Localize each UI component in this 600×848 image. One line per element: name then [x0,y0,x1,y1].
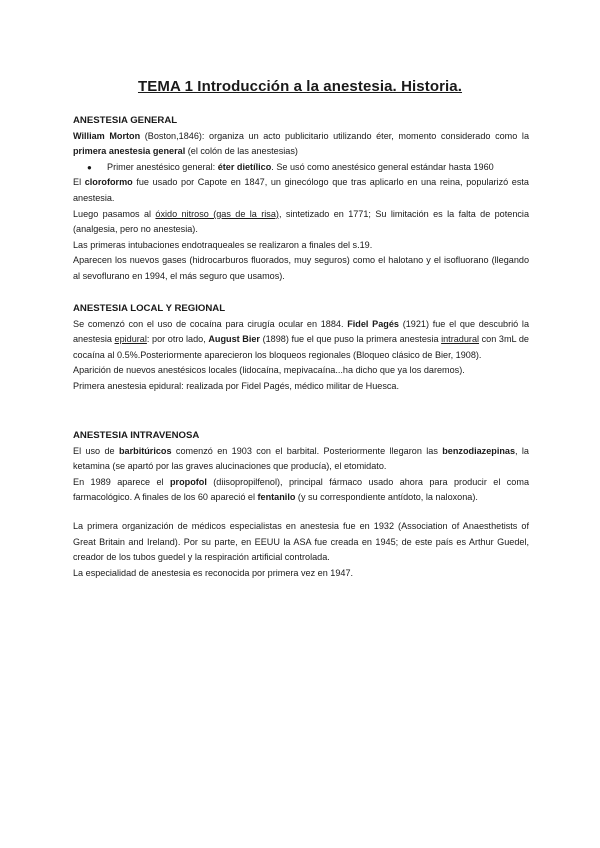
bold-text: August Bier [208,334,260,345]
bold-text: éter dietílico [217,161,272,172]
paragraph-cocaina [73,317,529,364]
bold-text: primera anestesia general [73,146,186,157]
bold-text: propofol [169,476,207,487]
paragraph-organizacion: La primera organización de médicos especialistas en anestesia fue en 1932 (Association of Anaesthetists of Great Britain and Ireland). Por su parte, en EEUU la ASA fue creada en 1945; de este país es Arthur Guedel, creador de los tubos guedel y la respiración artificial controlada. [73,521,529,563]
bold-text: Fidel Pagés [347,318,399,329]
text-span: , sintetizado en 1771; Su limitación es la falta de potencia (analgesia, pero no anestesia). [73,208,530,235]
text-span: El [73,177,85,188]
bullet-item-eter [73,160,529,176]
text-span: fue usado por Capote en 1847, un ginecólogo que tras aplicarlo en una reina, popularizó esta anestesia. [73,177,529,203]
underlined-text: intradural [441,334,480,345]
section-heading: ANESTESIA LOCAL Y REGIONAL [73,303,226,314]
text-span: Primer anestésico general: [107,161,218,172]
paragraph-propofol [73,475,529,506]
bold-text: benzodiazepinas [442,445,516,456]
bold-text: cloroformo [84,177,133,188]
text-span: (Boston,1846): organiza un acto publicitario utilizando éter, momento considerado como la [140,130,530,141]
section-anestesia-intravenosa [73,428,529,506]
paragraph-epidural: Primera anestesia epidural: realizada por Fidel Pagés, médico militar de Huesca. [73,380,400,391]
document-title: TEMA 1 Introducción a la anestesia. Historia. [137,78,463,95]
paragraph-oxido-nitroso [73,207,529,238]
section-heading: ANESTESIA INTRAVENOSA [73,430,200,441]
text-span: Luego pasamos al [73,208,156,219]
text-span: (1921) fue el que descubrió la anestesia [73,318,529,345]
paragraph-especialidad: La especialidad de anestesia es reconocida por primera vez en 1947. [73,567,354,578]
text-span: comenzó en 1903 con el barbital. Posteriormente llegaron las [171,445,443,456]
underlined-text: óxido nitroso (gas de la risa) [155,208,279,219]
underlined-text: epidural [114,334,147,345]
paragraph-morton [73,129,529,160]
bullet-text [107,160,494,176]
paragraph-gases: Aparecen los nuevos gases (hidrocarburos fluorados, muy seguros) como el halotano y el isofluorano (llegando al sevoflurano en 1994, el más seguro que usamos). [73,255,529,281]
section-closing [73,519,529,581]
paragraph-intubaciones: Las primeras intubaciones endotraqueales se realizaron a finales del s.19. [73,239,373,250]
section-heading: ANESTESIA GENERAL [73,115,178,126]
text-span: (1898) fue el que puso la primera anestesia [259,334,442,345]
bold-text: fentanilo [257,492,296,503]
paragraph-barbituricos [73,444,529,475]
text-span: : por otro lado, [146,334,209,345]
section-anestesia-general [73,113,529,285]
text-span: . Se usó como anestésico general estándar hasta 1960 [271,161,494,172]
text-span: (el colón de las anestesias) [185,146,298,157]
paragraph-cloroformo [73,175,529,206]
text-span: (y su correspondiente antídoto, la naloxona). [295,492,478,503]
text-span: En 1989 aparece el [73,476,170,487]
bold-text: barbitúricos [118,445,172,456]
text-span: con 3mL de cocaína al 0.5%.Posteriormente aparecieron los bloqueos regionales (Bloqueo clásico de Bier, 1908). [73,334,529,360]
section-anestesia-local [73,301,529,395]
bullet-icon: ● [87,162,92,172]
text-span: , la ketamina (se apartó por las graves alucinaciones que producía), el etomidato. [73,445,529,472]
paragraph-anestesicos-locales: Aparición de nuevos anestésicos locales (lidocaína, mepivacaína...ha dicho que ya los daremos). [73,365,465,376]
bold-text: William Morton [73,130,141,141]
text-span: (diisopropilfenol), principal fármaco usado ahora para producir el coma farmacológico. A finales de los 60 apareció el [73,476,530,503]
text-span: El uso de [73,445,119,456]
text-span: Se comenzó con el uso de cocaína para cirugía ocular en 1884. [73,318,348,329]
